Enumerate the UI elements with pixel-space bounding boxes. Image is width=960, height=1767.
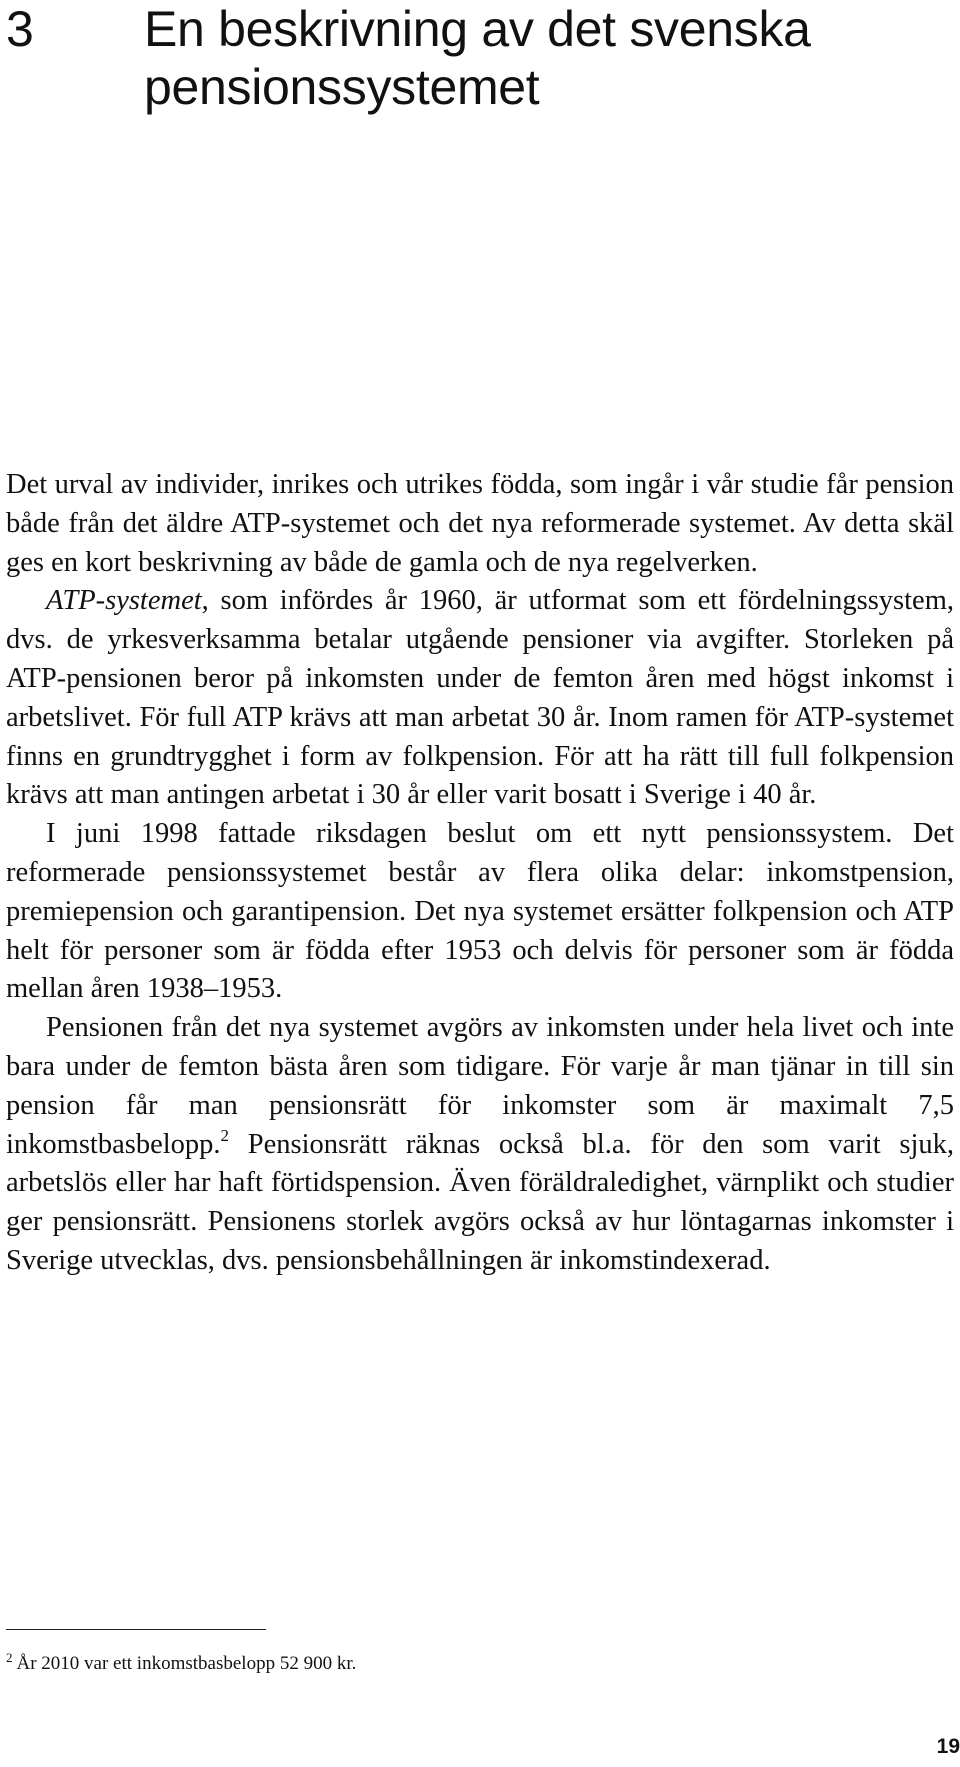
paragraph-atp-system	[6, 582, 954, 815]
footnote-text: År 2010 var ett inkomstbasbelopp 52 900 kr.	[16, 1653, 357, 1674]
chapter-title: En beskrivning av det svenska pensionssystemet	[144, 1, 811, 115]
paragraph-text-continued: Pensionsrätt räknas också bl.a. för den som varit sjuk, arbetslös eller har haft förtidspension. Även föräldraledighet, värnplikt och studier ger pensionsrätt. Pensionens storlek avgörs också av hur löntagarnas inkomster i Sverige utvecklas, dvs. pensionsbehållningen är inkomstindexerad.	[6, 1128, 954, 1276]
footnote	[6, 1649, 357, 1676]
paragraph-text: , som infördes år 1960, är utformat som ett fördelningssystem, dvs. de yrkesverksamma betalar utgående pensioner via avgifter. Storleken på ATP-pensionen beror på inkomsten under de femton åren med högst inkomst i arbetslivet. För full ATP krävs att man arbetat 30 år. Inom ramen för ATP-systemet finns en grundtrygghet i form av folkpension. För att ha rätt till full folkpension krävs att man antingen arbetat i 30 år eller varit bosatt i Sverige i 40 år.	[6, 585, 954, 811]
paragraph-new-system	[6, 1009, 954, 1281]
chapter-number: 3	[6, 1, 34, 57]
paragraph-intro	[6, 466, 954, 582]
page-number: 19	[936, 1735, 960, 1758]
paragraph-reform-1998	[6, 815, 954, 1009]
body-text	[6, 466, 954, 1281]
footnote-number: 2	[6, 1649, 13, 1665]
footnote-divider	[6, 1629, 266, 1630]
italic-term: ATP-systemet	[46, 585, 202, 617]
paragraph-text: Det urval av individer, inrikes och utrikes födda, som ingår i vår studie får pension både från det äldre ATP-systemet och det nya reformerade systemet. Av detta skäl ges en kort beskrivning av både de gamla och de nya regelverken.	[6, 469, 954, 578]
footnote-reference: 2	[220, 1125, 230, 1145]
paragraph-text: Pensionen från det nya systemet avgörs av inkomsten under hela livet och inte bara under de femton bästa åren som tidigare. För varje år man tjänar in till sin pension får man pensionsrätt för inkomster som är maximalt 7,5 inkomstbasbelopp.	[6, 1012, 954, 1160]
paragraph-text: I juni 1998 fattade riksdagen beslut om ett nytt pensionssystem. Det reformerade pensionssystemet består av flera olika delar: inkomstpension, premiepension och garantipension. Det nya systemet ersätter folkpension och ATP helt för personer som är födda efter 1953 och delvis för personer som är födda mellan åren 1938–1953.	[6, 818, 954, 1005]
